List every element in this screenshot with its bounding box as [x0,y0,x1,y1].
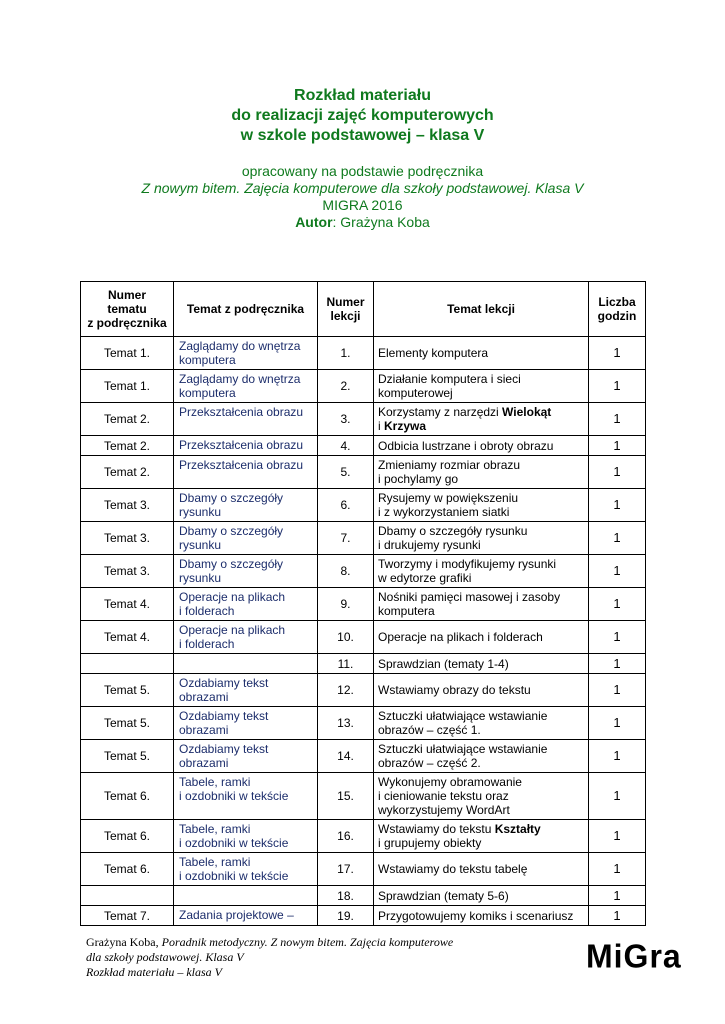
cell-lesson: Sprawdzian (tematy 1-4) [374,654,589,674]
cell-hours: 1 [589,555,646,588]
cell-topic-number: Temat 5. [81,674,174,707]
cell-lesson: Sztuczki ułatwiające wstawianie obrazów – część 2. [374,740,589,773]
cell-hours: 1 [589,436,646,456]
table-row [81,403,646,436]
document-header [0,86,725,231]
cell-lesson-number: 5. [318,456,374,489]
publisher: MIGRA 2016 [322,197,403,213]
cell-hours: 1 [589,403,646,436]
table-header-row [81,282,646,337]
header-topic-number: Numer tematu z podręcznika [81,282,174,337]
cell-hours: 1 [589,337,646,370]
cell-hours: 1 [589,820,646,853]
cell-lesson: Odbicia lustrzane i obroty obrazu [374,436,589,456]
cell-lesson-number: 10. [318,621,374,654]
cell-topic-number: Temat 1. [81,337,174,370]
cell-topic-number [81,654,174,674]
cell-hours: 1 [589,654,646,674]
footer: Grażyna Koba, Poradnik metodyczny. Z nowym bitem. Zajęcia komputerowe dla szkoły podstawowej. Klasa V Rozkład materiału – klasa V [86,935,454,979]
cell-lesson: Nośniki pamięci masowej i zasoby komputera [374,588,589,621]
cell-lesson-number: 4. [318,436,374,456]
cell-lesson-number: 13. [318,707,374,740]
cell-lesson: Korzystamy z narzędzi Wielokąt i Krzywa [374,403,589,436]
table-row [81,522,646,555]
header-lesson: Temat lekcji [374,282,589,337]
table-row [81,456,646,489]
header-hours: Liczba godzin [589,282,646,337]
table-row [81,621,646,654]
cell-topic-number: Temat 2. [81,403,174,436]
cell-lesson-number: 3. [318,403,374,436]
table-row [81,674,646,707]
cell-topic-number: Temat 6. [81,773,174,820]
author-line [0,214,725,231]
header-topic: Temat z podręcznika [174,282,318,337]
cell-topic-number: Temat 4. [81,588,174,621]
cell-hours: 1 [589,886,646,906]
footer-author: Grażyna Koba [86,935,156,949]
cell-topic [174,886,318,906]
cell-lesson: Wstawiamy do tekstu tabelę [374,853,589,886]
cell-lesson-number: 12. [318,674,374,707]
cell-topic-number: Temat 3. [81,489,174,522]
cell-lesson-number: 17. [318,853,374,886]
cell-lesson-number: 1. [318,337,374,370]
cell-topic-number: Temat 5. [81,707,174,740]
cell-topic: Ozdabiamy tekst obrazami [174,707,318,740]
book-title: Z nowym bitem. Zajęcia komputerowe dla szkoły podstawowej. Klasa V [141,180,584,196]
cell-hours: 1 [589,588,646,621]
cell-hours: 1 [589,853,646,886]
table-row [81,555,646,588]
table-row [81,489,646,522]
title-line-1: Rozkład materiału [294,87,431,104]
table-row [81,370,646,403]
table-row [81,886,646,906]
cell-lesson-number: 7. [318,522,374,555]
cell-lesson-number: 9. [318,588,374,621]
cell-hours: 1 [589,674,646,707]
table-row [81,654,646,674]
cell-hours: 1 [589,707,646,740]
cell-topic-number [81,886,174,906]
cell-lesson: Operacje na plikach i folderach [374,621,589,654]
cell-lesson: Wstawiamy do tekstu Kształty i grupujemy obiekty [374,820,589,853]
cell-lesson-number: 15. [318,773,374,820]
cell-topic: Zadania projektowe – [174,906,318,926]
cell-hours: 1 [589,370,646,403]
cell-lesson: Tworzymy i modyfikujemy rysunki w edytorze grafiki [374,555,589,588]
table-row [81,906,646,926]
table-row [81,588,646,621]
cell-lesson-number: 14. [318,740,374,773]
cell-topic-number: Temat 7. [81,906,174,926]
cell-lesson: Rysujemy w powiększeniu i z wykorzystaniem siatki [374,489,589,522]
cell-topic: Zaglądamy do wnętrza komputera [174,337,318,370]
cell-topic: Ozdabiamy tekst obrazami [174,740,318,773]
cell-hours: 1 [589,621,646,654]
cell-topic: Zaglądamy do wnętrza komputera [174,370,318,403]
cell-lesson-number: 6. [318,489,374,522]
cell-topic: Tabele, ramki i ozdobniki w tekście [174,773,318,820]
cell-lesson: Działanie komputera i sieci komputerowej [374,370,589,403]
cell-lesson-number: 18. [318,886,374,906]
cell-hours: 1 [589,740,646,773]
cell-lesson-number: 2. [318,370,374,403]
migra-logo: MiGra [586,937,682,975]
author-label: Autor [295,214,333,230]
cell-hours: 1 [589,773,646,820]
table-row [81,820,646,853]
cell-lesson: Dbamy o szczegóły rysunku i drukujemy rysunki [374,522,589,555]
cell-topic: Przekształcenia obrazu [174,456,318,489]
cell-lesson-number: 8. [318,555,374,588]
based-on-text: opracowany na podstawie podręcznika [241,163,484,179]
cell-lesson-number: 11. [318,654,374,674]
cell-hours: 1 [589,906,646,926]
footer-book-line-2: dla szkoły podstawowej. Klasa V [86,950,244,964]
cell-lesson: Przygotowujemy komiks i scenariusz [374,906,589,926]
footer-book-line-1: Poradnik metodyczny. Z nowym bitem. Zajęcia komputerowe [161,935,454,949]
cell-lesson: Wykonujemy obramowanie i cieniowanie tekstu oraz wykorzystujemy WordArt [374,773,589,820]
cell-lesson: Wstawiamy obrazy do tekstu [374,674,589,707]
title-line-3: w szkole podstawowej – klasa V [240,127,485,144]
cell-lesson-number: 19. [318,906,374,926]
cell-topic-number: Temat 1. [81,370,174,403]
cell-topic [174,654,318,674]
schedule-table [80,281,646,926]
header-lesson-number: Numer lekcji [318,282,374,337]
cell-lesson: Zmieniamy rozmiar obrazu i pochylamy go [374,456,589,489]
cell-topic-number: Temat 6. [81,853,174,886]
cell-topic: Przekształcenia obrazu [174,436,318,456]
cell-topic: Operacje na plikach i folderach [174,588,318,621]
cell-topic-number: Temat 2. [81,436,174,456]
cell-topic: Dbamy o szczegóły rysunku [174,555,318,588]
cell-topic: Dbamy o szczegóły rysunku [174,489,318,522]
cell-topic: Tabele, ramki i ozdobniki w tekście [174,853,318,886]
table-row [81,740,646,773]
cell-topic: Operacje na plikach i folderach [174,621,318,654]
footer-doc-title: Rozkład materiału – klasa V [86,965,222,979]
cell-topic: Ozdabiamy tekst obrazami [174,674,318,707]
cell-topic-number: Temat 6. [81,820,174,853]
author-name: : Grażyna Koba [332,214,430,230]
cell-hours: 1 [589,522,646,555]
cell-hours: 1 [589,489,646,522]
table-row [81,436,646,456]
cell-topic-number: Temat 5. [81,740,174,773]
cell-topic-number: Temat 3. [81,522,174,555]
cell-topic-number: Temat 3. [81,555,174,588]
cell-topic: Tabele, ramki i ozdobniki w tekście [174,820,318,853]
cell-lesson: Sztuczki ułatwiające wstawianie obrazów – część 1. [374,707,589,740]
cell-hours: 1 [589,456,646,489]
table-row [81,337,646,370]
cell-lesson: Sprawdzian (tematy 5-6) [374,886,589,906]
cell-topic: Przekształcenia obrazu [174,403,318,436]
table-row [81,707,646,740]
cell-lesson: Elementy komputera [374,337,589,370]
table-row [81,853,646,886]
cell-topic-number: Temat 4. [81,621,174,654]
title-line-2: do realizacji zajęć komputerowych [231,107,494,124]
cell-lesson-number: 16. [318,820,374,853]
cell-topic: Dbamy o szczegóły rysunku [174,522,318,555]
cell-topic-number: Temat 2. [81,456,174,489]
table-row [81,773,646,820]
